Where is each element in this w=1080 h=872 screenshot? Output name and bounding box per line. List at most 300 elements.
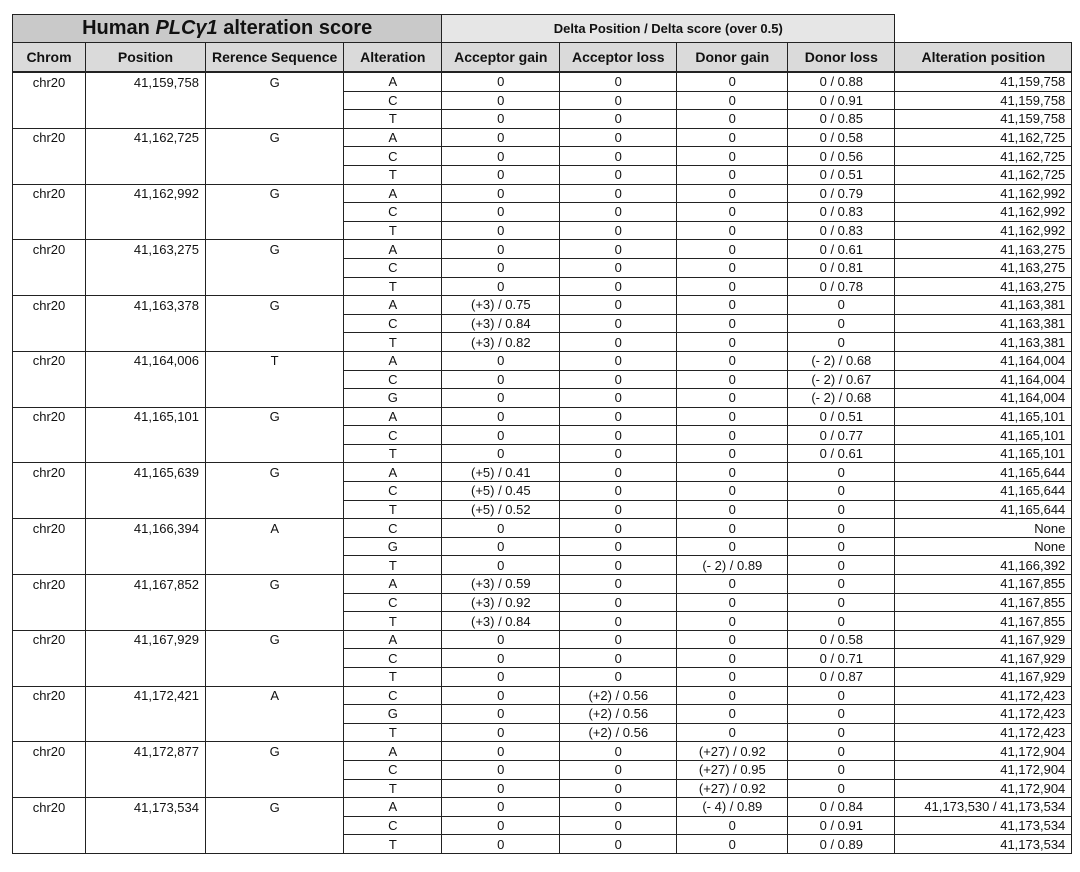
table-row: [13, 779, 1072, 798]
donor-loss-cell: 0 / 0.56: [788, 147, 895, 166]
acceptor-loss-cell: 0: [560, 612, 677, 631]
position-cell: 41,167,929: [86, 630, 206, 649]
alteration-cell: A: [344, 575, 442, 594]
alteration-cell: A: [344, 128, 442, 147]
acceptor-gain-cell: 0: [442, 705, 560, 724]
table-row: [13, 760, 1072, 779]
chrom-cell: chr20: [13, 686, 86, 705]
table-row: [13, 221, 1072, 240]
alteration-cell: T: [344, 444, 442, 463]
alteration-cell: C: [344, 91, 442, 110]
position-cell: [86, 816, 206, 835]
blank-corner: [895, 15, 1072, 43]
alteration-position-cell: 41,164,004: [895, 389, 1072, 408]
table-row: [13, 537, 1072, 556]
alteration-position-cell: 41,172,423: [895, 723, 1072, 742]
reference-sequence-cell: G: [206, 798, 344, 817]
alteration-position-cell: 41,167,855: [895, 593, 1072, 612]
reference-sequence-cell: G: [206, 296, 344, 315]
donor-gain-cell: (- 2) / 0.89: [677, 556, 788, 575]
table-row: [13, 351, 1072, 370]
reference-sequence-cell: G: [206, 742, 344, 761]
donor-loss-cell: 0: [788, 723, 895, 742]
chrom-cell: [13, 165, 86, 184]
chrom-cell: [13, 593, 86, 612]
alteration-position-cell: 41,167,929: [895, 649, 1072, 668]
position-cell: [86, 482, 206, 501]
donor-gain-cell: 0: [677, 351, 788, 370]
table-row: [13, 165, 1072, 184]
alteration-position-cell: 41,167,855: [895, 612, 1072, 631]
chrom-cell: chr20: [13, 742, 86, 761]
donor-gain-cell: (+27) / 0.92: [677, 779, 788, 798]
position-cell: [86, 835, 206, 854]
table-row: [13, 147, 1072, 166]
chrom-cell: [13, 705, 86, 724]
alteration-cell: T: [344, 500, 442, 519]
reference-sequence-cell: [206, 389, 344, 408]
alteration-position-cell: 41,164,004: [895, 370, 1072, 389]
table-title: [13, 15, 442, 43]
donor-gain-cell: 0: [677, 203, 788, 222]
reference-sequence-cell: T: [206, 351, 344, 370]
reference-sequence-cell: [206, 705, 344, 724]
donor-loss-cell: 0 / 0.58: [788, 630, 895, 649]
table-row: [13, 370, 1072, 389]
alteration-position-cell: 41,165,644: [895, 463, 1072, 482]
acceptor-loss-cell: 0: [560, 110, 677, 129]
acceptor-loss-cell: 0: [560, 835, 677, 854]
reference-sequence-cell: [206, 482, 344, 501]
acceptor-loss-cell: (+2) / 0.56: [560, 723, 677, 742]
acceptor-loss-cell: 0: [560, 798, 677, 817]
chrom-cell: [13, 110, 86, 129]
donor-gain-cell: 0: [677, 537, 788, 556]
alteration-cell: T: [344, 165, 442, 184]
position-cell: [86, 612, 206, 631]
donor-gain-cell: (+27) / 0.92: [677, 742, 788, 761]
donor-loss-cell: 0 / 0.84: [788, 798, 895, 817]
donor-gain-cell: 0: [677, 91, 788, 110]
acceptor-loss-cell: 0: [560, 296, 677, 315]
chrom-cell: chr20: [13, 519, 86, 538]
donor-loss-cell: 0 / 0.58: [788, 128, 895, 147]
acceptor-gain-cell: 0: [442, 221, 560, 240]
alteration-position-cell: 41,162,725: [895, 128, 1072, 147]
donor-loss-cell: 0: [788, 705, 895, 724]
alteration-position-cell: 41,165,101: [895, 407, 1072, 426]
table-row: [13, 426, 1072, 445]
alteration-cell: A: [344, 184, 442, 203]
alteration-position-cell: None: [895, 537, 1072, 556]
reference-sequence-cell: G: [206, 240, 344, 259]
reference-sequence-cell: [206, 165, 344, 184]
chrom-cell: [13, 258, 86, 277]
alteration-position-cell: 41,165,644: [895, 500, 1072, 519]
table-row: [13, 556, 1072, 575]
table-row: [13, 649, 1072, 668]
alteration-position-cell: 41,159,758: [895, 72, 1072, 91]
reference-sequence-cell: [206, 314, 344, 333]
col-header-donor-gain: Donor gain: [677, 43, 788, 73]
chrom-cell: [13, 668, 86, 687]
chrom-cell: [13, 333, 86, 352]
reference-sequence-cell: [206, 779, 344, 798]
donor-loss-cell: (- 2) / 0.68: [788, 389, 895, 408]
donor-gain-cell: 0: [677, 110, 788, 129]
reference-sequence-cell: [206, 556, 344, 575]
table-row: [13, 389, 1072, 408]
chrom-cell: [13, 649, 86, 668]
donor-loss-cell: 0 / 0.61: [788, 444, 895, 463]
alteration-cell: C: [344, 649, 442, 668]
donor-loss-cell: 0 / 0.51: [788, 165, 895, 184]
alteration-position-cell: 41,159,758: [895, 91, 1072, 110]
table-row: [13, 240, 1072, 259]
reference-sequence-cell: [206, 835, 344, 854]
reference-sequence-cell: [206, 277, 344, 296]
alteration-cell: G: [344, 389, 442, 408]
alteration-position-cell: 41,162,992: [895, 203, 1072, 222]
alteration-position-cell: 41,162,725: [895, 147, 1072, 166]
alteration-cell: T: [344, 110, 442, 129]
alteration-position-cell: 41,163,381: [895, 333, 1072, 352]
alteration-cell: T: [344, 779, 442, 798]
alteration-cell: A: [344, 742, 442, 761]
chrom-cell: chr20: [13, 72, 86, 91]
chrom-cell: [13, 314, 86, 333]
col-header-reference-sequence: Rerence Sequence: [206, 43, 344, 73]
alteration-cell: T: [344, 835, 442, 854]
alteration-position-cell: 41,167,855: [895, 575, 1072, 594]
chrom-cell: chr20: [13, 463, 86, 482]
alteration-position-cell: 41,163,275: [895, 258, 1072, 277]
alteration-cell: C: [344, 147, 442, 166]
alteration-cell: C: [344, 816, 442, 835]
chrom-cell: [13, 91, 86, 110]
chrom-cell: chr20: [13, 630, 86, 649]
table-row: [13, 110, 1072, 129]
table-body: [13, 72, 1072, 853]
alteration-cell: A: [344, 407, 442, 426]
position-cell: 41,172,421: [86, 686, 206, 705]
acceptor-loss-cell: 0: [560, 816, 677, 835]
acceptor-gain-cell: 0: [442, 426, 560, 445]
donor-gain-cell: 0: [677, 407, 788, 426]
alteration-position-cell: 41,165,101: [895, 426, 1072, 445]
alteration-position-cell: 41,162,992: [895, 184, 1072, 203]
acceptor-loss-cell: 0: [560, 630, 677, 649]
acceptor-loss-cell: 0: [560, 537, 677, 556]
alteration-position-cell: 41,172,904: [895, 742, 1072, 761]
table-row: [13, 72, 1072, 91]
donor-gain-cell: 0: [677, 389, 788, 408]
position-cell: [86, 370, 206, 389]
table-row: [13, 705, 1072, 724]
donor-gain-cell: 0: [677, 835, 788, 854]
donor-gain-cell: 0: [677, 165, 788, 184]
acceptor-gain-cell: (+3) / 0.59: [442, 575, 560, 594]
donor-gain-cell: 0: [677, 519, 788, 538]
chrom-cell: [13, 816, 86, 835]
acceptor-gain-cell: 0: [442, 370, 560, 389]
table-row: [13, 519, 1072, 538]
alteration-score-table: [12, 14, 1072, 854]
position-cell: 41,162,725: [86, 128, 206, 147]
donor-gain-cell: 0: [677, 72, 788, 91]
chrom-cell: [13, 389, 86, 408]
chrom-cell: [13, 203, 86, 222]
chrom-cell: [13, 221, 86, 240]
alteration-position-cell: 41,162,992: [895, 221, 1072, 240]
position-cell: [86, 760, 206, 779]
reference-sequence-cell: [206, 370, 344, 389]
position-cell: 41,164,006: [86, 351, 206, 370]
position-cell: [86, 649, 206, 668]
acceptor-gain-cell: 0: [442, 407, 560, 426]
reference-sequence-cell: [206, 500, 344, 519]
donor-gain-cell: 0: [677, 723, 788, 742]
donor-gain-cell: (+27) / 0.95: [677, 760, 788, 779]
alteration-cell: T: [344, 612, 442, 631]
position-cell: [86, 537, 206, 556]
title-row: [13, 15, 1072, 43]
col-header-donor-loss: Donor loss: [788, 43, 895, 73]
col-header-alteration-position: Alteration position: [895, 43, 1072, 73]
acceptor-gain-cell: 0: [442, 537, 560, 556]
alteration-position-cell: 41,162,725: [895, 165, 1072, 184]
donor-gain-cell: 0: [677, 630, 788, 649]
col-header-acceptor-gain: Acceptor gain: [442, 43, 560, 73]
donor-loss-cell: 0: [788, 556, 895, 575]
table-row: [13, 277, 1072, 296]
donor-gain-cell: 0: [677, 277, 788, 296]
position-cell: 41,159,758: [86, 72, 206, 91]
acceptor-gain-cell: 0: [442, 444, 560, 463]
alteration-cell: A: [344, 351, 442, 370]
acceptor-loss-cell: 0: [560, 556, 677, 575]
alteration-cell: C: [344, 370, 442, 389]
acceptor-gain-cell: (+5) / 0.45: [442, 482, 560, 501]
position-cell: [86, 91, 206, 110]
acceptor-loss-cell: 0: [560, 91, 677, 110]
col-header-alteration: Alteration: [344, 43, 442, 73]
acceptor-gain-cell: 0: [442, 91, 560, 110]
chrom-cell: [13, 760, 86, 779]
chrom-cell: [13, 723, 86, 742]
chrom-cell: [13, 779, 86, 798]
chrom-cell: chr20: [13, 184, 86, 203]
alteration-cell: C: [344, 519, 442, 538]
acceptor-gain-cell: 0: [442, 128, 560, 147]
reference-sequence-cell: G: [206, 128, 344, 147]
donor-loss-cell: 0: [788, 482, 895, 501]
donor-loss-cell: 0: [788, 500, 895, 519]
table-row: [13, 258, 1072, 277]
donor-loss-cell: 0: [788, 612, 895, 631]
alteration-position-cell: 41,166,392: [895, 556, 1072, 575]
acceptor-loss-cell: 0: [560, 258, 677, 277]
donor-gain-cell: (- 4) / 0.89: [677, 798, 788, 817]
reference-sequence-cell: G: [206, 630, 344, 649]
acceptor-loss-cell: 0: [560, 407, 677, 426]
donor-gain-cell: 0: [677, 426, 788, 445]
alteration-position-cell: 41,173,534: [895, 816, 1072, 835]
donor-loss-cell: 0 / 0.77: [788, 426, 895, 445]
acceptor-loss-cell: 0: [560, 147, 677, 166]
acceptor-gain-cell: 0: [442, 668, 560, 687]
delta-header: Delta Position / Delta score (over 0.5): [442, 15, 895, 43]
acceptor-loss-cell: (+2) / 0.56: [560, 705, 677, 724]
donor-gain-cell: 0: [677, 612, 788, 631]
acceptor-loss-cell: 0: [560, 72, 677, 91]
acceptor-loss-cell: 0: [560, 277, 677, 296]
chrom-cell: [13, 482, 86, 501]
donor-loss-cell: 0 / 0.61: [788, 240, 895, 259]
alteration-cell: T: [344, 556, 442, 575]
acceptor-gain-cell: 0: [442, 556, 560, 575]
position-cell: [86, 277, 206, 296]
donor-gain-cell: 0: [677, 668, 788, 687]
position-cell: [86, 203, 206, 222]
table-row: [13, 816, 1072, 835]
acceptor-gain-cell: 0: [442, 630, 560, 649]
gene-name: PLCγ1: [155, 17, 218, 39]
donor-gain-cell: 0: [677, 370, 788, 389]
donor-gain-cell: 0: [677, 258, 788, 277]
donor-loss-cell: (- 2) / 0.67: [788, 370, 895, 389]
acceptor-gain-cell: 0: [442, 72, 560, 91]
position-cell: 41,163,378: [86, 296, 206, 315]
donor-loss-cell: 0 / 0.79: [788, 184, 895, 203]
donor-loss-cell: 0: [788, 575, 895, 594]
donor-gain-cell: 0: [677, 686, 788, 705]
chrom-cell: [13, 426, 86, 445]
position-cell: [86, 723, 206, 742]
acceptor-gain-cell: (+5) / 0.52: [442, 500, 560, 519]
position-cell: [86, 556, 206, 575]
table-row: [13, 444, 1072, 463]
position-cell: 41,167,852: [86, 575, 206, 594]
reference-sequence-cell: A: [206, 519, 344, 538]
position-cell: [86, 389, 206, 408]
reference-sequence-cell: [206, 612, 344, 631]
alteration-cell: A: [344, 296, 442, 315]
acceptor-gain-cell: 0: [442, 389, 560, 408]
acceptor-loss-cell: 0: [560, 779, 677, 798]
alteration-cell: A: [344, 630, 442, 649]
acceptor-gain-cell: 0: [442, 258, 560, 277]
alteration-position-cell: 41,163,275: [895, 240, 1072, 259]
position-cell: [86, 593, 206, 612]
donor-loss-cell: 0 / 0.71: [788, 649, 895, 668]
donor-gain-cell: 0: [677, 500, 788, 519]
position-cell: 41,163,275: [86, 240, 206, 259]
table-row: [13, 333, 1072, 352]
position-cell: 41,173,534: [86, 798, 206, 817]
donor-loss-cell: 0: [788, 519, 895, 538]
acceptor-loss-cell: 0: [560, 668, 677, 687]
alteration-cell: C: [344, 314, 442, 333]
table-row: [13, 612, 1072, 631]
acceptor-loss-cell: 0: [560, 742, 677, 761]
alteration-position-cell: 41,163,381: [895, 314, 1072, 333]
chrom-cell: [13, 370, 86, 389]
acceptor-gain-cell: 0: [442, 165, 560, 184]
acceptor-gain-cell: 0: [442, 519, 560, 538]
table-row: [13, 314, 1072, 333]
table-row: [13, 203, 1072, 222]
chrom-cell: chr20: [13, 128, 86, 147]
reference-sequence-cell: [206, 593, 344, 612]
position-cell: [86, 500, 206, 519]
acceptor-loss-cell: 0: [560, 444, 677, 463]
acceptor-gain-cell: 0: [442, 686, 560, 705]
acceptor-loss-cell: 0: [560, 575, 677, 594]
alteration-cell: T: [344, 333, 442, 352]
donor-loss-cell: 0 / 0.89: [788, 835, 895, 854]
chrom-cell: [13, 537, 86, 556]
reference-sequence-cell: [206, 537, 344, 556]
donor-gain-cell: 0: [677, 128, 788, 147]
acceptor-gain-cell: (+3) / 0.84: [442, 612, 560, 631]
reference-sequence-cell: [206, 147, 344, 166]
acceptor-gain-cell: (+3) / 0.75: [442, 296, 560, 315]
donor-loss-cell: (- 2) / 0.68: [788, 351, 895, 370]
acceptor-loss-cell: 0: [560, 165, 677, 184]
table-row: [13, 593, 1072, 612]
alteration-position-cell: 41,163,381: [895, 296, 1072, 315]
acceptor-gain-cell: 0: [442, 779, 560, 798]
alteration-cell: G: [344, 537, 442, 556]
alteration-position-cell: 41,173,534: [895, 835, 1072, 854]
donor-gain-cell: 0: [677, 147, 788, 166]
alteration-cell: C: [344, 258, 442, 277]
alteration-cell: A: [344, 463, 442, 482]
alteration-cell: T: [344, 221, 442, 240]
donor-gain-cell: 0: [677, 463, 788, 482]
table-row: [13, 500, 1072, 519]
reference-sequence-cell: [206, 203, 344, 222]
acceptor-loss-cell: 0: [560, 370, 677, 389]
position-cell: [86, 258, 206, 277]
alteration-position-cell: 41,165,644: [895, 482, 1072, 501]
reference-sequence-cell: G: [206, 463, 344, 482]
reference-sequence-cell: G: [206, 575, 344, 594]
reference-sequence-cell: [206, 221, 344, 240]
chrom-cell: chr20: [13, 575, 86, 594]
alteration-position-cell: 41,167,929: [895, 668, 1072, 687]
alteration-position-cell: None: [895, 519, 1072, 538]
donor-gain-cell: 0: [677, 593, 788, 612]
donor-loss-cell: 0: [788, 314, 895, 333]
alteration-cell: G: [344, 705, 442, 724]
table-row: [13, 128, 1072, 147]
col-header-position: Position: [86, 43, 206, 73]
donor-loss-cell: 0 / 0.81: [788, 258, 895, 277]
alteration-position-cell: 41,167,929: [895, 630, 1072, 649]
acceptor-gain-cell: 0: [442, 798, 560, 817]
reference-sequence-cell: [206, 333, 344, 352]
acceptor-gain-cell: 0: [442, 147, 560, 166]
position-cell: [86, 110, 206, 129]
donor-gain-cell: 0: [677, 314, 788, 333]
donor-loss-cell: 0 / 0.87: [788, 668, 895, 687]
reference-sequence-cell: [206, 649, 344, 668]
reference-sequence-cell: [206, 723, 344, 742]
acceptor-gain-cell: 0: [442, 351, 560, 370]
alteration-cell: C: [344, 593, 442, 612]
